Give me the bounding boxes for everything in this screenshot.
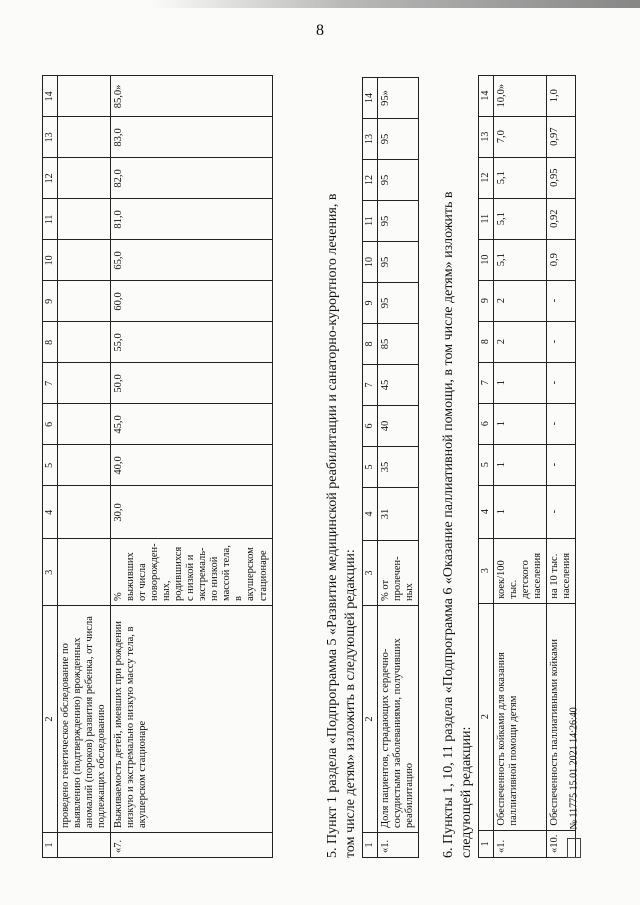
value-cell: 95 — [377, 160, 418, 201]
value-cell: 31 — [377, 488, 418, 541]
section-5-heading-line1: 5. Пункт 1 раздела «Подпрограмма 5 «Развитие медицинской реабилитации и санаторно-курортного лечения, в — [325, 193, 340, 858]
value-cell — [57, 240, 110, 281]
header-cell: 14 — [479, 75, 494, 116]
header-cell: 9 — [43, 281, 58, 322]
header-cell: 6 — [363, 406, 378, 447]
value-cell: 5,1 — [493, 239, 546, 280]
unit: % от пролечен-ных — [377, 541, 418, 606]
value-cell: 65,0 — [110, 240, 272, 281]
value-cell — [57, 76, 110, 117]
header-cell: 6 — [43, 404, 58, 445]
value-cell: 5,1 — [493, 157, 546, 198]
value-cell: 2 — [493, 280, 546, 321]
rotated-content — [42, 38, 602, 858]
indicator-name: проведено генетическое обследование по выявлению (подтверждению) врожденных аномалий (пороков) развития ребенка, от числа подлежащих обследованию — [57, 606, 110, 833]
value-cell — [57, 363, 110, 404]
table-header-row — [479, 75, 494, 857]
value-cell: 1,0 — [546, 75, 575, 116]
table-row — [377, 78, 418, 858]
header-cell: 11 — [479, 198, 494, 239]
value-cell — [57, 158, 110, 199]
value-cell: 40 — [377, 406, 418, 447]
value-cell: 1 — [493, 362, 546, 403]
value-cell: 0,9 — [546, 239, 575, 280]
value-cell: 45 — [377, 365, 418, 406]
header-cell: 5 — [43, 445, 58, 486]
indicator-name: Обеспеченность паллиативными койками — [546, 603, 575, 830]
page-number: 8 — [316, 22, 324, 39]
header-cell: 2 — [43, 606, 58, 833]
header-cell: 13 — [479, 116, 494, 157]
value-cell: - — [546, 444, 575, 485]
header-cell: 13 — [363, 119, 378, 160]
header-cell: 5 — [479, 444, 494, 485]
indicator-name: Доля пациентов, страдающих сердечно-сосудистыми заболеваниями, получивших реабилитацию — [377, 606, 418, 833]
unit: на 10 тыс. населения — [546, 538, 575, 603]
header-cell: 7 — [43, 363, 58, 404]
header-cell: 14 — [43, 76, 58, 117]
value-cell — [57, 322, 110, 363]
value-cell: 85,0» — [110, 76, 272, 117]
value-cell: 85 — [377, 324, 418, 365]
header-cell: 11 — [363, 201, 378, 242]
table-header-row — [43, 76, 58, 858]
table-row — [493, 75, 546, 857]
value-cell: 95 — [377, 119, 418, 160]
value-cell: 10,0» — [493, 75, 546, 116]
header-cell: 8 — [479, 321, 494, 362]
header-cell: 13 — [43, 117, 58, 158]
value-cell: 95» — [377, 78, 418, 119]
table-header-row — [363, 78, 378, 858]
header-cell: 2 — [479, 603, 494, 830]
value-cell: 95 — [377, 201, 418, 242]
header-cell: 6 — [479, 403, 494, 444]
value-cell: 45,0 — [110, 404, 272, 445]
header-cell: 12 — [43, 158, 58, 199]
header-cell: 9 — [363, 283, 378, 324]
value-cell: 1 — [493, 403, 546, 444]
section-5-heading-line2: том числе детям» изложить в следующей редакции: — [342, 549, 358, 858]
value-cell: 82,0 — [110, 158, 272, 199]
value-cell: 55,0 — [110, 322, 272, 363]
value-cell: 1 — [493, 485, 546, 538]
header-cell: 11 — [43, 199, 58, 240]
row-number: «1. — [493, 830, 546, 857]
header-cell: 14 — [363, 78, 378, 119]
value-cell — [57, 445, 110, 486]
value-cell: 0,95 — [546, 157, 575, 198]
value-cell: 7,0 — [493, 116, 546, 157]
value-cell: 0,97 — [546, 116, 575, 157]
value-cell: 50,0 — [110, 363, 272, 404]
header-cell: 12 — [479, 157, 494, 198]
value-cell: 0,92 — [546, 198, 575, 239]
unit: % выживших от числа новорожден-ных, родившихся с низкой и экстремаль-но низкой массой тела, в акушерском стационаре — [110, 539, 272, 606]
indicator-name: Выживаемость детей, имевших при рождении низкую и экстремально низкую массу тела, в акушерском стационаре — [110, 606, 272, 833]
header-cell: 2 — [363, 606, 378, 833]
value-cell: 60,0 — [110, 281, 272, 322]
footer-code: № 11775 15.01.2021 14:26:40 — [568, 707, 580, 830]
value-cell — [57, 117, 110, 158]
header-cell: 9 — [479, 280, 494, 321]
value-cell: - — [546, 321, 575, 362]
header-cell: 10 — [363, 242, 378, 283]
barcode-stamp-icon — [567, 838, 581, 858]
unit — [57, 539, 110, 606]
value-cell: 2 — [493, 321, 546, 362]
header-cell: 12 — [363, 160, 378, 201]
header-cell: 4 — [479, 485, 494, 538]
header-cell: 4 — [43, 486, 58, 539]
header-cell: 1 — [363, 833, 378, 858]
row-number: «1. — [377, 833, 418, 858]
value-cell: - — [546, 280, 575, 321]
header-cell: 1 — [43, 833, 58, 858]
unit: коек/100 тыс. детского населения — [493, 538, 546, 603]
value-cell: 95 — [377, 242, 418, 283]
value-cell: 83,0 — [110, 117, 272, 158]
header-cell: 4 — [363, 488, 378, 541]
header-cell: 10 — [43, 240, 58, 281]
row-number: «7. — [110, 833, 272, 858]
header-cell: 10 — [479, 239, 494, 280]
header-cell: 7 — [479, 362, 494, 403]
section-6-heading-line1: 6. Пункты 1, 10, 11 раздела «Подпрограмма 6 «Оказание паллиативной помощи, в том числе детям» изложить в — [441, 191, 456, 858]
header-cell: 8 — [43, 322, 58, 363]
value-cell: 40,0 — [110, 445, 272, 486]
value-cell: 35 — [377, 447, 418, 488]
table-row — [110, 76, 272, 858]
header-cell: 3 — [363, 541, 378, 606]
value-cell: 5,1 — [493, 198, 546, 239]
document-footer — [567, 707, 581, 858]
value-cell: 1 — [493, 444, 546, 485]
value-cell — [57, 486, 110, 539]
table-subprogram-4-continued — [42, 75, 273, 858]
header-cell: 3 — [479, 538, 494, 603]
section-5-heading — [324, 194, 359, 858]
row-number: «10. — [546, 830, 575, 857]
value-cell: - — [546, 362, 575, 403]
table-row — [57, 76, 110, 858]
header-cell: 8 — [363, 324, 378, 365]
section-6-heading — [440, 191, 475, 858]
value-cell: 81,0 — [110, 199, 272, 240]
table-subprogram-6 — [478, 75, 576, 858]
header-cell: 7 — [363, 365, 378, 406]
value-cell: - — [546, 403, 575, 444]
table-subprogram-5 — [362, 77, 419, 858]
header-cell: 5 — [363, 447, 378, 488]
value-cell — [57, 404, 110, 445]
scan-edge-noise — [150, 0, 640, 8]
header-cell: 3 — [43, 539, 58, 606]
section-6-heading-line2: следующей редакции: — [458, 726, 474, 858]
value-cell: 30,0 — [110, 486, 272, 539]
value-cell — [57, 281, 110, 322]
indicator-name: Обеспеченность койками для оказания паллиативной помощи детям — [493, 603, 546, 830]
header-cell: 1 — [479, 830, 494, 857]
value-cell: 95 — [377, 283, 418, 324]
value-cell: - — [546, 485, 575, 538]
value-cell — [57, 199, 110, 240]
row-number — [57, 833, 110, 858]
